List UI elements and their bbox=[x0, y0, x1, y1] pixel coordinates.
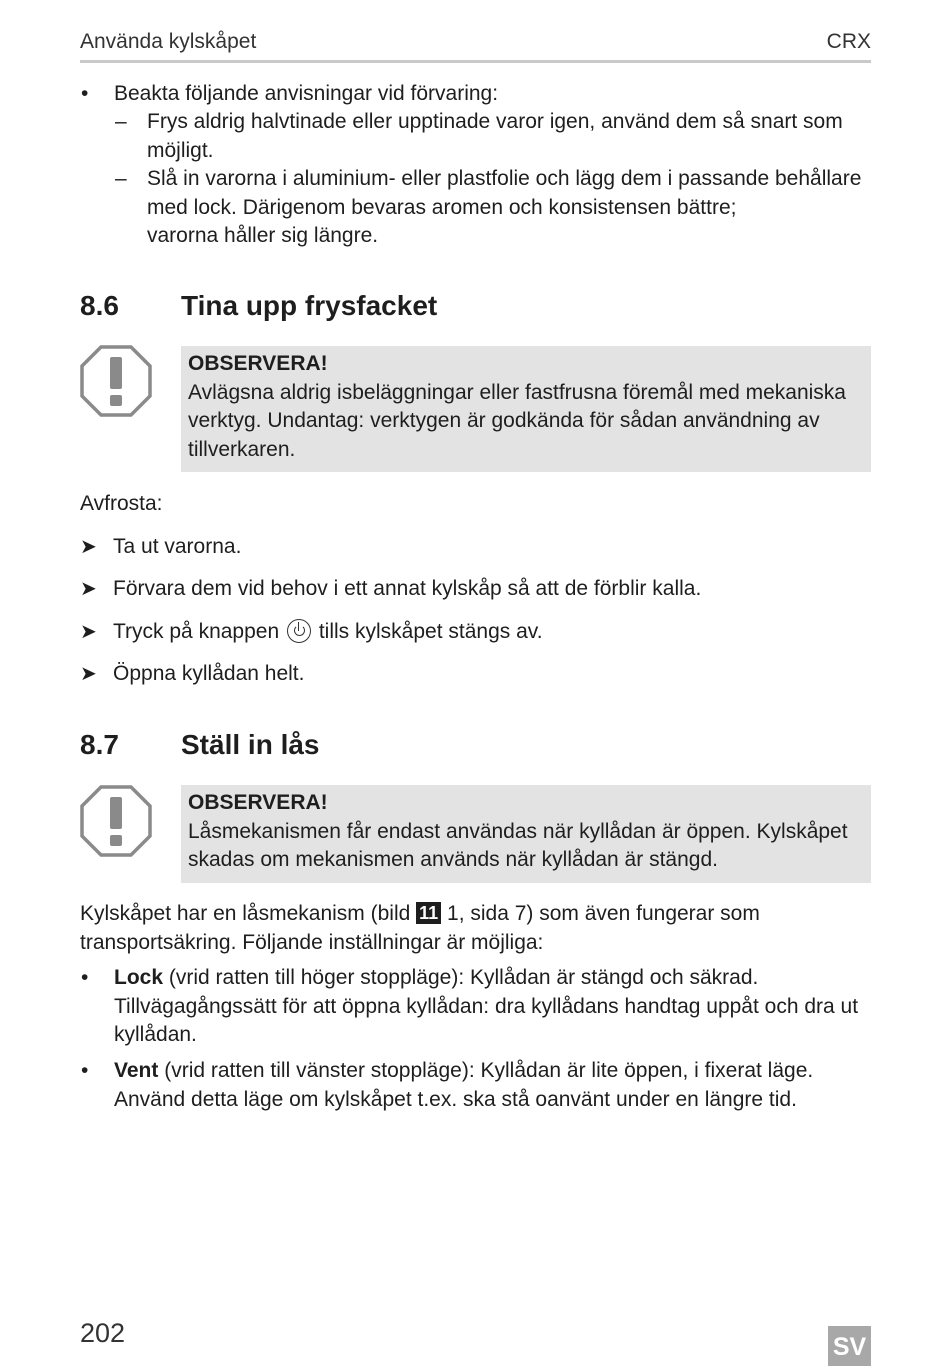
running-header-model: CRX bbox=[826, 30, 871, 53]
bullet-dot: • bbox=[81, 1059, 89, 1082]
section-number: 8.7 bbox=[80, 729, 119, 760]
lock-paragraph-line2: transportsäkring. Följande inställningar är möjliga: bbox=[80, 931, 544, 954]
storage-sub2-line1: Slå in varorna i aluminium- eller plastfolie och lägg dem i passande behållare bbox=[147, 167, 862, 190]
step-3-after: tills kylskåpet stängs av. bbox=[318, 620, 543, 643]
step-3 bbox=[113, 618, 543, 647]
dash-marker: – bbox=[115, 110, 127, 133]
storage-sub1-line2: möjligt. bbox=[147, 139, 214, 162]
bullet-dot: • bbox=[81, 966, 89, 989]
notice-title: OBSERVERA! bbox=[188, 352, 328, 375]
lock-description: (vrid ratten till höger stoppläge): Kyllådan är stängd och säkrad. bbox=[168, 966, 759, 989]
step-arrow: ➤ bbox=[80, 663, 97, 685]
lock-option-line3: kyllådan. bbox=[114, 1023, 197, 1046]
section-number: 8.6 bbox=[80, 290, 119, 321]
octagon-exclamation-icon bbox=[80, 345, 152, 417]
storage-sub2-line2: med lock. Därigenom bevaras aromen och konsistensen bättre; bbox=[147, 196, 737, 219]
notice-line: Avlägsna aldrig isbeläggningar eller fastfrusna föremål med mekaniska bbox=[188, 381, 846, 404]
section-title: Tina upp frysfacket bbox=[181, 290, 438, 321]
step-arrow: ➤ bbox=[80, 578, 97, 600]
lock-paragraph-line1 bbox=[80, 900, 760, 929]
step-2: Förvara dem vid behov i ett annat kylskåp så att de förblir kalla. bbox=[113, 577, 702, 600]
bullet-dot: • bbox=[81, 82, 89, 105]
lock-option-line2: Tillvägagångssätt för att öppna kyllådan: dra kyllådans handtag uppåt och dra ut bbox=[114, 995, 859, 1018]
storage-sub1-line1: Frys aldrig halvtinade eller upptinade varor igen, använd dem så snart som bbox=[147, 110, 843, 133]
vent-term: Vent bbox=[114, 1059, 159, 1082]
header-rule bbox=[80, 60, 871, 63]
defrost-lead: Avfrosta: bbox=[80, 492, 163, 515]
storage-bullet: Beakta följande anvisningar vid förvaring: bbox=[114, 82, 499, 105]
power-button-icon bbox=[287, 619, 311, 643]
figure-reference: 11 bbox=[416, 902, 441, 924]
step-3-before: Tryck på knappen bbox=[113, 620, 280, 643]
lock-paragraph-before: Kylskåpet har en låsmekanism (bild bbox=[80, 902, 411, 925]
step-arrow: ➤ bbox=[80, 621, 97, 643]
vent-option-line1 bbox=[114, 1057, 813, 1086]
language-badge: SV bbox=[828, 1326, 871, 1366]
vent-option-line2: Använd detta läge om kylskåpet t.ex. ska stå oanvänt under en längre tid. bbox=[114, 1088, 797, 1111]
lock-paragraph-after: 1, sida 7) som även fungerar som bbox=[447, 902, 760, 925]
octagon-exclamation-icon bbox=[80, 785, 152, 857]
vent-description: (vrid ratten till vänster stoppläge): Kyllådan är lite öppen, i fixerat läge. bbox=[164, 1059, 814, 1082]
lock-option-line1 bbox=[114, 964, 758, 993]
step-arrow: ➤ bbox=[80, 536, 97, 558]
section-title: Ställ in lås bbox=[181, 729, 320, 760]
notice-title: OBSERVERA! bbox=[188, 791, 328, 814]
step-4: Öppna kyllådan helt. bbox=[113, 662, 305, 685]
notice-line: verktyg. Undantag: verktygen är godkända för sådan användning av bbox=[188, 409, 820, 432]
notice-line: Låsmekanismen får endast användas när kyllådan är öppen. Kylskåpet bbox=[188, 820, 848, 843]
dash-marker: – bbox=[115, 167, 127, 190]
page-number: 202 bbox=[80, 1318, 126, 1348]
running-header-title: Använda kylskåpet bbox=[80, 30, 257, 53]
notice-line: tillverkaren. bbox=[188, 438, 296, 461]
notice-line: skadas om mekanismen används när kyllådan är stängd. bbox=[188, 848, 718, 871]
lock-term: Lock bbox=[114, 966, 164, 989]
storage-sub2-line3: varorna håller sig längre. bbox=[147, 224, 379, 247]
step-1: Ta ut varorna. bbox=[113, 535, 242, 558]
